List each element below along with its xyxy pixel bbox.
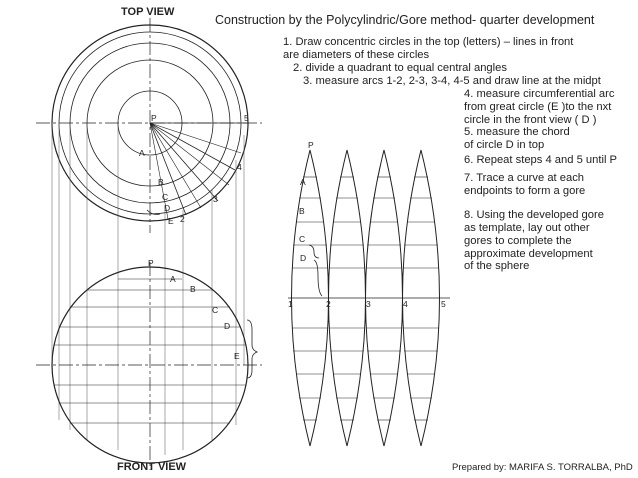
- top-radial-label-5: 5: [244, 113, 249, 123]
- top-radial-label-4: 4: [237, 162, 242, 172]
- front-view-heading: FRONT VIEW: [117, 461, 187, 473]
- front-label-d: D: [224, 321, 231, 331]
- gore-number-1: 1: [288, 299, 293, 309]
- page-title: Construction by the Polycylindric/Gore method- quarter development: [215, 13, 595, 27]
- step-6: 6. Repeat steps 4 and 5 until P: [464, 154, 617, 166]
- gore-label-c: C: [299, 234, 306, 244]
- gore-label-p: P: [308, 140, 314, 150]
- top-view-heading: TOP VIEW: [121, 6, 175, 18]
- top-radial-label-2: 2: [180, 214, 185, 224]
- gore-brace-upper: [309, 245, 319, 258]
- gore-label-b: B: [299, 206, 305, 216]
- top-label-a: A: [139, 148, 145, 158]
- top-radial-3: [150, 123, 218, 201]
- step-4-line-c: circle in the front view ( D ): [464, 114, 597, 126]
- gore-number-4: 4: [403, 299, 408, 309]
- top-label-e: E: [168, 216, 174, 226]
- step-5-line-b: of circle D in top: [464, 139, 545, 151]
- gore-brace-lower: [314, 260, 322, 296]
- step-3: 3. measure arcs 1-2, 2-3, 3-4, 4-5 and draw line at the midpt: [303, 75, 601, 87]
- top-midpoint-line-2: [150, 123, 201, 208]
- gore-number-3: 3: [366, 299, 371, 309]
- step-8-line-d: approximate development: [464, 248, 593, 260]
- step-1-line-a: 1. Draw concentric circles in the top (letters) – lines in front: [283, 36, 574, 48]
- step-4-line-a: 4. measure circumferential arc: [464, 88, 615, 100]
- step-7-line-b: endpoints to form a gore: [464, 185, 586, 197]
- front-label-a: A: [170, 274, 176, 284]
- gore-number-5: 5: [441, 299, 446, 309]
- top-label-b: B: [158, 177, 164, 187]
- step-5-line-a: 5. measure the chord: [464, 126, 570, 138]
- step-7-line-a: 7. Trace a curve at each: [464, 172, 585, 184]
- front-label-p: P: [148, 258, 154, 268]
- top-radial-label-3: 3: [213, 194, 218, 204]
- credit-line: Prepared by: MARIFA S. TORRALBA, PhD: [452, 462, 633, 473]
- step-2: 2. divide a quadrant to equal central angles: [293, 62, 507, 74]
- front-label-c: C: [212, 305, 219, 315]
- step-8-line-b: as template, lay out other: [464, 222, 590, 234]
- gore-number-2: 2: [326, 299, 331, 309]
- gore-label-a: A: [300, 177, 306, 187]
- front-label-e: E: [234, 351, 240, 361]
- step-8-line-a: 8. Using the developed gore: [464, 209, 604, 221]
- top-label-p: P: [151, 113, 157, 123]
- projection-lines: [52, 123, 244, 455]
- gore-development: [288, 150, 450, 446]
- step-4-line-b: from great circle (E )to the nxt: [464, 101, 612, 113]
- step-1-line-b: are diameters of these circles: [283, 49, 430, 61]
- top-label-c: C: [162, 192, 169, 202]
- gore-label-d: D: [300, 253, 307, 263]
- front-label-b: B: [190, 284, 196, 294]
- top-label-d: D: [164, 203, 171, 213]
- step-8-line-e: of the sphere: [464, 260, 530, 272]
- step-8-line-c: gores to complete the: [464, 235, 572, 247]
- top-radial-4: [150, 123, 235, 170]
